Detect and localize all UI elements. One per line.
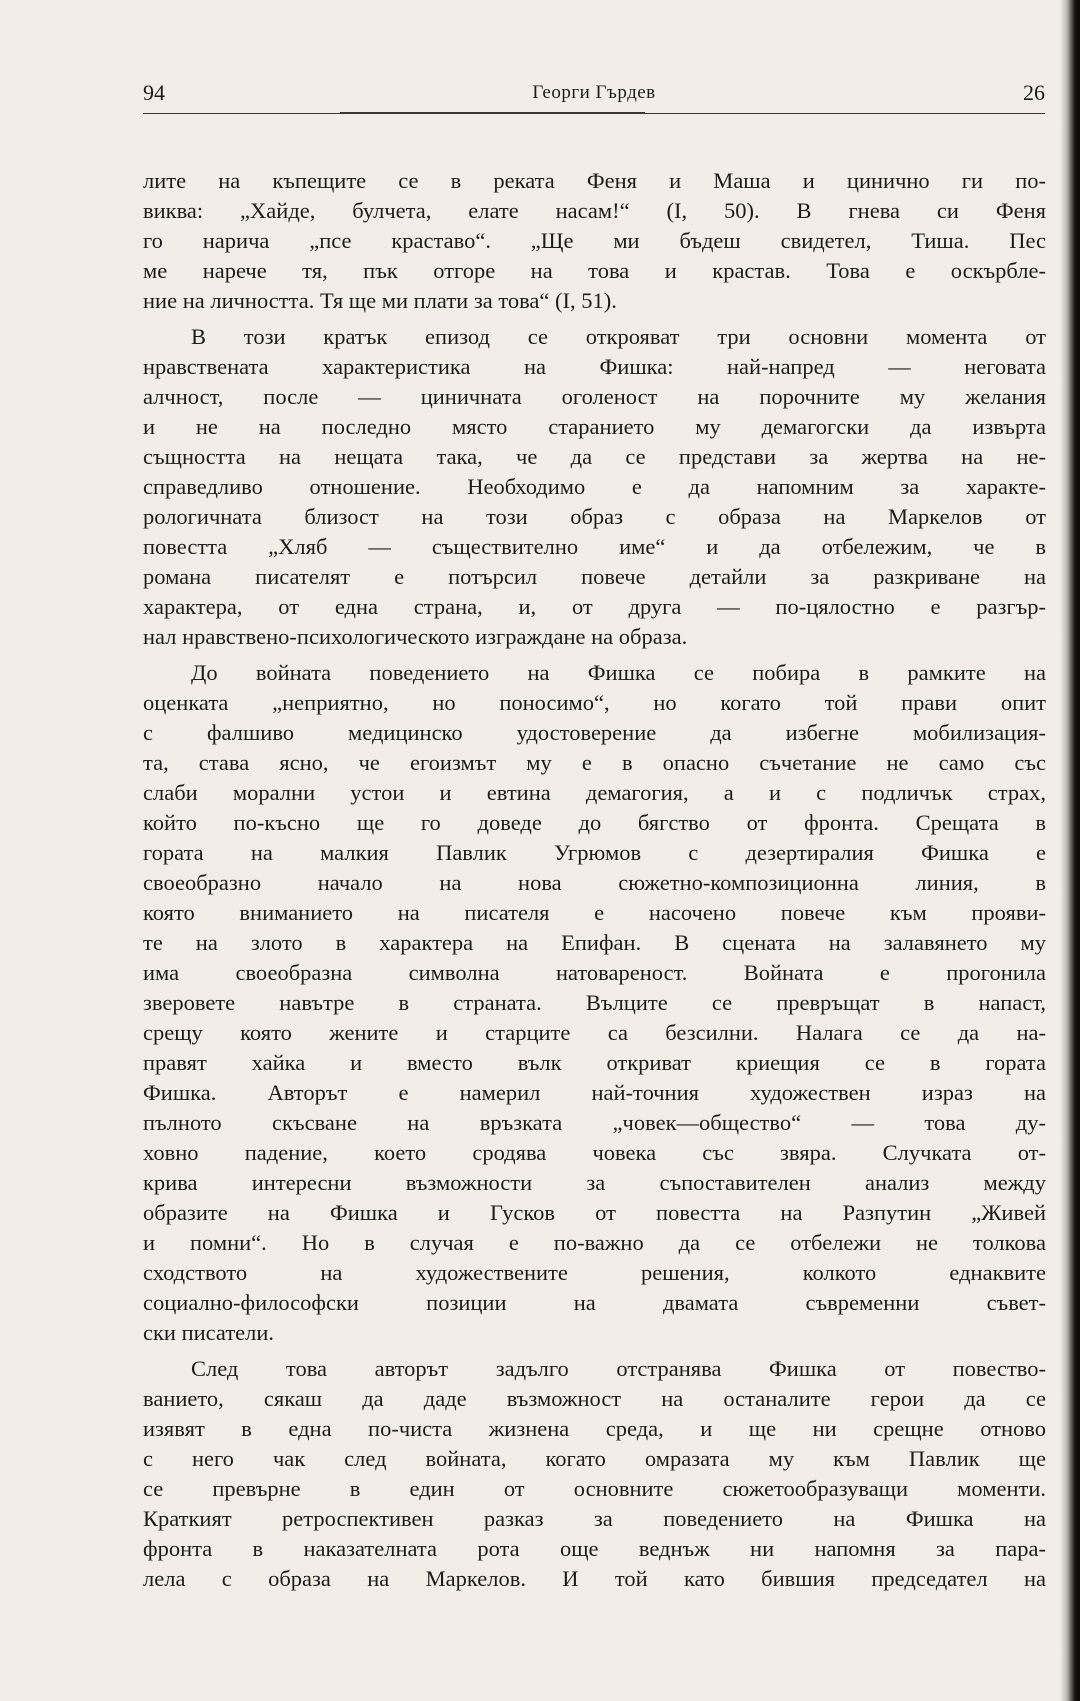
text-line: която вниманието на писателя е насочено повече към прояви- bbox=[143, 900, 1046, 925]
text-line: слаби морални устои и евтина демагогия, а и с подличък страх, bbox=[143, 780, 1046, 805]
text-line: социално-философски позиции на двамата съвременни съвет- bbox=[143, 1290, 1046, 1315]
text-line: В този кратък епизод се открояват три основни момента от bbox=[191, 324, 1046, 349]
text-line: правят хайка и вместо вълк откриват криещия се в гората bbox=[143, 1050, 1046, 1075]
text-line: и помни“. Но в случая е по-важно да се отбележи не толкова bbox=[143, 1230, 1046, 1255]
text-line: нравствената характеристика на Фишка: най-напред — неговата bbox=[143, 354, 1046, 379]
text-line: характера, от една страна, и, от друга — по-цялостно е разгър- bbox=[143, 594, 1046, 619]
paragraph-3 bbox=[143, 658, 1046, 1348]
text-line: ховно падение, което сродява човека със звяра. Случката от- bbox=[143, 1140, 1046, 1165]
body-text bbox=[143, 166, 1046, 1594]
text-line: изявят в една по-чиста жизнена среда, и ще ни срещне отново bbox=[143, 1416, 1046, 1441]
text-line: с фалшиво медицинско удостоверение да избегне мобилизация- bbox=[143, 720, 1046, 745]
text-line: фронта в наказателната рота още веднъж ни напомня за пара- bbox=[143, 1536, 1046, 1561]
text-line: повестта „Хляб — съществително име“ и да отбележим, че в bbox=[143, 534, 1046, 559]
text-line: романа писателят е потърсил повече детайли за разкриване на bbox=[143, 564, 1046, 589]
text-line: образите на Фишка и Гусков от повестта на Разпутин „Живей bbox=[143, 1200, 1046, 1225]
text-line: рологичната близост на този образ с образа на Маркелов от bbox=[143, 504, 1046, 529]
text-line: който по-късно ще го доведе до бягство от фронта. Срещата в bbox=[143, 810, 1046, 835]
text-line: лела с образа на Маркелов. И той като бившия председател на bbox=[143, 1566, 1046, 1591]
page-signature-number: 26 bbox=[1023, 80, 1045, 105]
text-line: ние на личността. Тя ще ми плати за това“ (I, 51). bbox=[143, 288, 617, 313]
text-line: същността на нещата така, че да се представи за жертва на не- bbox=[143, 444, 1046, 469]
text-line: До войната поведението на Фишка се побира в рамките на bbox=[191, 660, 1046, 685]
text-line: ски писатели. bbox=[143, 1320, 275, 1345]
running-header bbox=[143, 80, 1045, 110]
text-line: справедливо отношение. Необходимо е да напомним за характе- bbox=[143, 474, 1046, 499]
text-line: има своеобразна символна натовареност. Войната е прогонила bbox=[143, 960, 1046, 985]
text-line: ванието, сякаш да даде възможност на останалите герои да се bbox=[143, 1386, 1046, 1411]
paragraph-4 bbox=[143, 1354, 1046, 1594]
text-line: и не на последно място старанието му демагогски да извърта bbox=[143, 414, 1046, 439]
text-line: нал нравствено-психологическото изграждане на образа. bbox=[143, 624, 688, 649]
text-line: пълното скъсване на връзката „човек—общество“ — това ду- bbox=[143, 1110, 1046, 1135]
running-title: Георги Гърдев bbox=[532, 82, 656, 103]
text-line: та, става ясно, че егоизмът му е в опасно съчетание не само със bbox=[143, 750, 1046, 775]
text-line: Фишка. Авторът е намерил най-точния художествен израз на bbox=[143, 1080, 1046, 1105]
text-line: зверовете навътре в страната. Вълците се превръщат в напаст, bbox=[143, 990, 1046, 1015]
text-line: се превърне в един от основните сюжетообразуващи моменти. bbox=[143, 1476, 1046, 1501]
binding-edge-shadow bbox=[1060, 0, 1080, 1701]
text-line: с него чак след войната, когато омразата му към Павлик ще bbox=[143, 1446, 1046, 1471]
text-line: оценката „неприятно, но поносимо“, но когато той прави опит bbox=[143, 690, 1046, 715]
text-line: ме нарече тя, пък отгоре на това и крастав. Това е оскърбле- bbox=[143, 258, 1046, 283]
text-line: лите на къпещите се в реката Феня и Маша и цинично ги по- bbox=[143, 168, 1046, 193]
text-line: го нарича „псе краставо“. „Ще ми бъдеш свидетел, Тиша. Пес bbox=[143, 228, 1046, 253]
text-line: крива интересни възможности за съпоставителен анализ между bbox=[143, 1170, 1046, 1195]
header-rule-accent bbox=[340, 112, 645, 114]
text-line: сходството на художествените решения, колкото еднаквите bbox=[143, 1260, 1046, 1285]
text-line: срещу която жените и старците са безсилни. Налага се да на- bbox=[143, 1020, 1046, 1045]
paragraph-2 bbox=[143, 322, 1046, 652]
text-line: алчност, после — циничната оголеност на порочните му желания bbox=[143, 384, 1046, 409]
paragraph-1 bbox=[143, 166, 1046, 316]
text-line: своеобразно начало на нова сюжетно-композиционна линия, в bbox=[143, 870, 1046, 895]
text-line: те на злото в характера на Епифан. В сцената на залавянето му bbox=[143, 930, 1046, 955]
text-line: виква: „Хайде, булчета, елате насам!“ (I, 50). В гнева си Феня bbox=[143, 198, 1046, 223]
text-line: Краткият ретроспективен разказ за поведението на Фишка на bbox=[143, 1506, 1046, 1531]
text-line: След това авторът задълго отстранява Фишка от повество- bbox=[191, 1356, 1046, 1381]
text-line: гората на малкия Павлик Угрюмов с дезертиралия Фишка е bbox=[143, 840, 1046, 865]
page-number: 94 bbox=[143, 80, 165, 105]
